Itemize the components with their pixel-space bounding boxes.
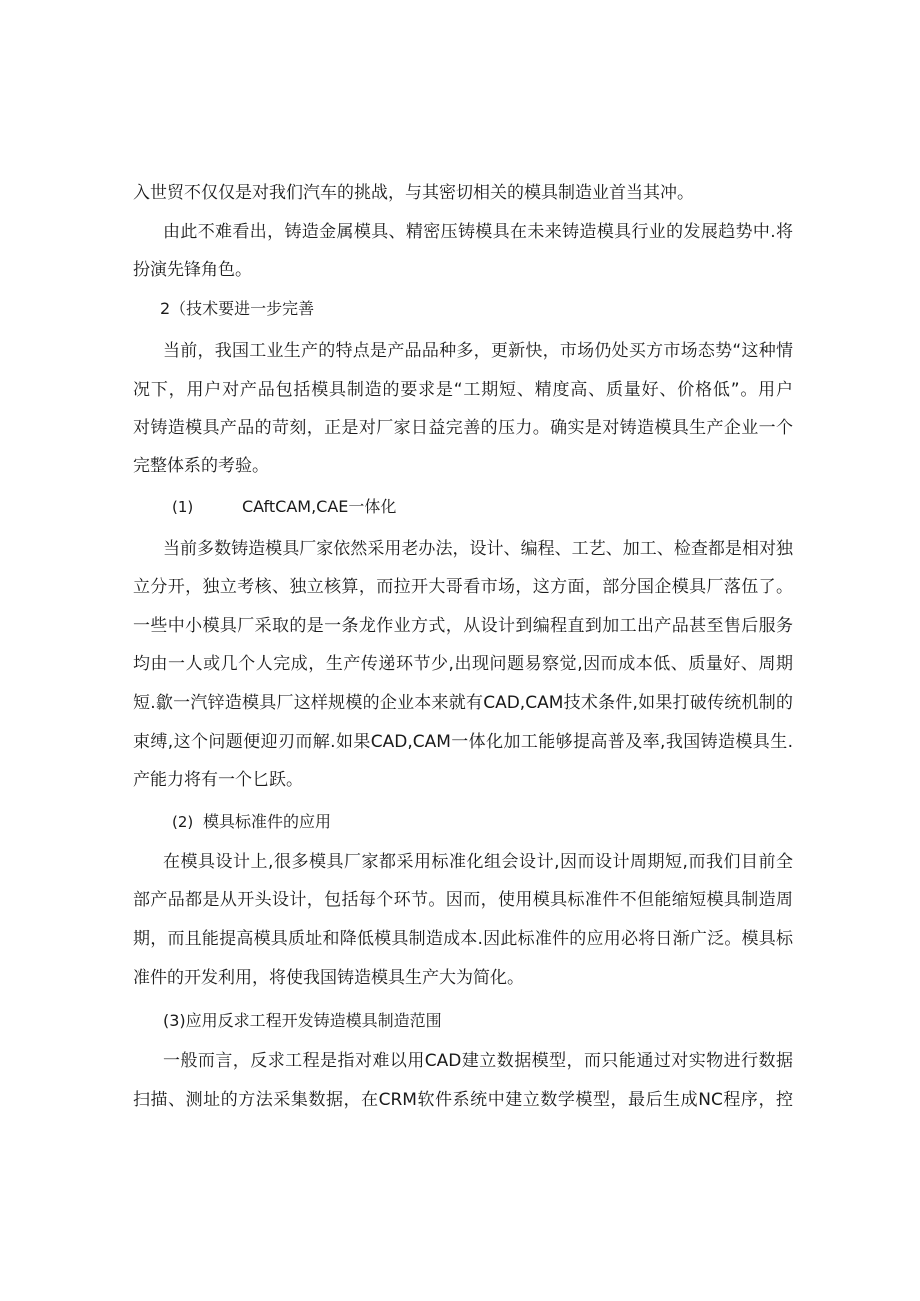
section-heading: 2（技术要进一步完善 [160,299,315,318]
paragraph-line: 当前多数铸造模具厂家依然采用老办法，设计、编程、工艺、加工、检查都是相对独 [163,539,793,559]
paragraph-line: 完整体系的考验。 [133,456,269,476]
paragraph-line: 扫描、测址的方法采集数据，在CRM软件系统中建立数学模型，最后生成NC程序，控 [133,1090,793,1110]
paragraph-line: 况下，用户对产品包括模具制造的要求是“工期短、精度高、质量好、价格低”。用户 [133,380,793,400]
subsection-title: (3)应用反求工程开发铸造模具制造范围 [163,1011,442,1030]
paragraph-line: 准件的开发利用，将使我国铸造模具生产大为简化。 [133,968,524,988]
paragraph-line: 对铸造模具产品的苛刻，正是对厂家日益完善的压力。确实是对铸造模具生产企业一个 [133,418,793,438]
paragraph-line: 期，而且能提高模具质址和降低模具制造成本.因此标准件的应用必将日渐广泛。模具标 [133,929,793,949]
paragraph-line: 束缚,这个问题便迎刃而解.如果CAD,CAM一体化加工能够提高普及率,我国铸造模具生. [133,732,793,752]
paragraph-line: 均由一人或几个人完成，生产传递环节少,出现问题易察觉,因而成本低、质量好、周期 [133,654,793,674]
paragraph-line: 扮演先锋角色。 [133,260,252,280]
paragraph-line: 一般而言，反求工程是指对难以用CAD建立数据模型，而只能通过对实物进行数据 [163,1051,793,1071]
subsection-title: CAftCAM,CAE一体化 [242,497,397,516]
paragraph-line: 短.歙一汽锌造模具厂这样规模的企业本来就有CAD,CAM技术条件,如果打破传统机制的 [133,693,793,713]
subsection-number: (1) [172,498,194,516]
paragraph-line: 一些中小模具厂采取的是一条龙作业方式，从设计到编程直到加工出产品甚至售后服务 [133,616,793,636]
paragraph-line: 部产品都是从开头设计，包括每个环节。因而，使用模具标准件不但能缩短模具制造周 [133,890,793,910]
paragraph-line: 在模具设计上,很多模具厂家都采用标准化组会设计,因而设计周期短,而我们目前全 [163,852,793,872]
paragraph-line: 由此不难看出，铸造金属模具、精密压铸模具在未来铸造模具行业的发展趋势中.将 [163,222,793,242]
paragraph-line: 产能力将有一个匕跃。 [133,770,303,790]
subsection-title: 模具标准件的应用 [203,812,332,831]
paragraph-line: 入世贸不仅仅是对我们汽车的挑战，与其密切相关的模具制造业首当其冲。 [133,183,694,203]
paragraph-line: 立分开，独立考核、独立核算，而拉开大哥看市场，这方面，部分国企模具厂落伍了。 [133,577,793,597]
subsection-number: (2) [172,813,194,831]
paragraph-line: 当前，我国工业生产的特点是产品品种多，更新快，市场仍处买方市场态势“这种情 [163,341,793,361]
